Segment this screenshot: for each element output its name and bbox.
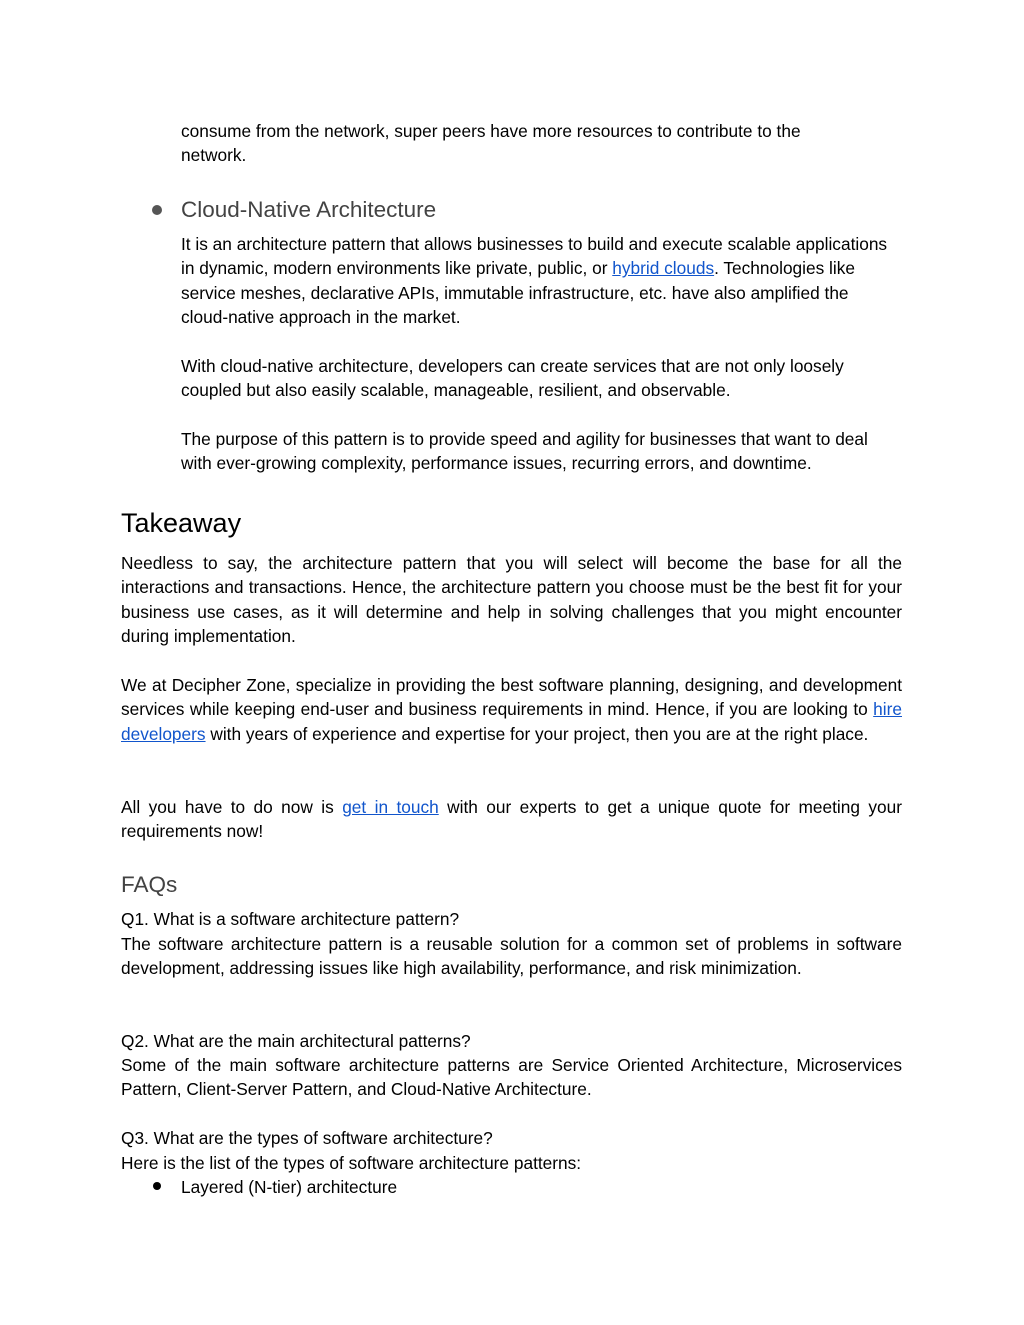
takeaway-heading: Takeaway [121,508,242,538]
takeaway-paragraph-2: We at Decipher Zone, specialize in providing the best software planning, designing, and development services while keeping end-user and business requirements in mind. Hence, if you are looking to hire developers with years of experience and expertise for your project, then you are at the right place. [121,675,902,744]
cloud-native-paragraph-1: It is an architecture pattern that allows businesses to build and execute scalable applications in dynamic, modern environments like private, public, or hybrid clouds. Technologies like service meshes, declarative APIs, immutable infrastructure, etc. have also amplified the cloud-native approach in the market. [181,234,888,327]
cloud-native-paragraph-3: The purpose of this pattern is to provide speed and agility for businesses that want to deal with ever-growing complexity, performance issues, recurring errors, and downtime. [181,429,868,474]
intro-line-1: consume from the network, super peers have more resources to contribute to the [181,121,801,141]
list-item: Layered (N-tier) architecture [181,1177,398,1197]
faq-question-1: Q1. What is a software architecture pattern? [121,909,460,929]
cloud-native-paragraph-2: With cloud-native architecture, developers can create services that are not only loosely coupled but also easily scalable, manageable, resilient, and observable. [181,356,844,401]
intro-line-2: network. [181,145,247,166]
faqs-heading: FAQs [121,872,178,897]
faq-answer-3: Here is the list of the types of software architecture patterns: [121,1153,582,1173]
cloud-native-heading: Cloud-Native Architecture [181,197,437,222]
bullet-icon [152,205,162,215]
get-in-touch-link[interactable]: get in touch [342,797,439,817]
faq-answer-1: The software architecture pattern is a reusable solution for a common set of problems in software development, addressing issues like high availability, performance, and risk minimization. [121,934,902,979]
faq-question-3: Q3. What are the types of software architecture? [121,1128,493,1148]
faq-answer-2: Some of the main software architecture patterns are Service Oriented Architecture, Microservices Pattern, Client-Server Pattern, and Cloud-Native Architecture. [121,1055,902,1100]
intro-paragraph [181,119,911,168]
hire-developers-link[interactable]: hire developers [121,699,902,744]
faq-question-2: Q2. What are the main architectural patterns? [121,1031,471,1051]
hybrid-clouds-link[interactable]: hybrid clouds [612,258,715,279]
bullet-icon [153,1182,161,1190]
takeaway-paragraph-1: Needless to say, the architecture pattern that you will select will become the base for all the interactions and transactions. Hence, the architecture pattern you choose must be the best fit for your business use cases, as it will determine and help in solving challenges that you might encounter during implementation. [121,553,902,646]
takeaway-paragraph-3: All you have to do now is get in touch with our experts to get a unique quote for meeting your requirements now! [121,797,903,842]
